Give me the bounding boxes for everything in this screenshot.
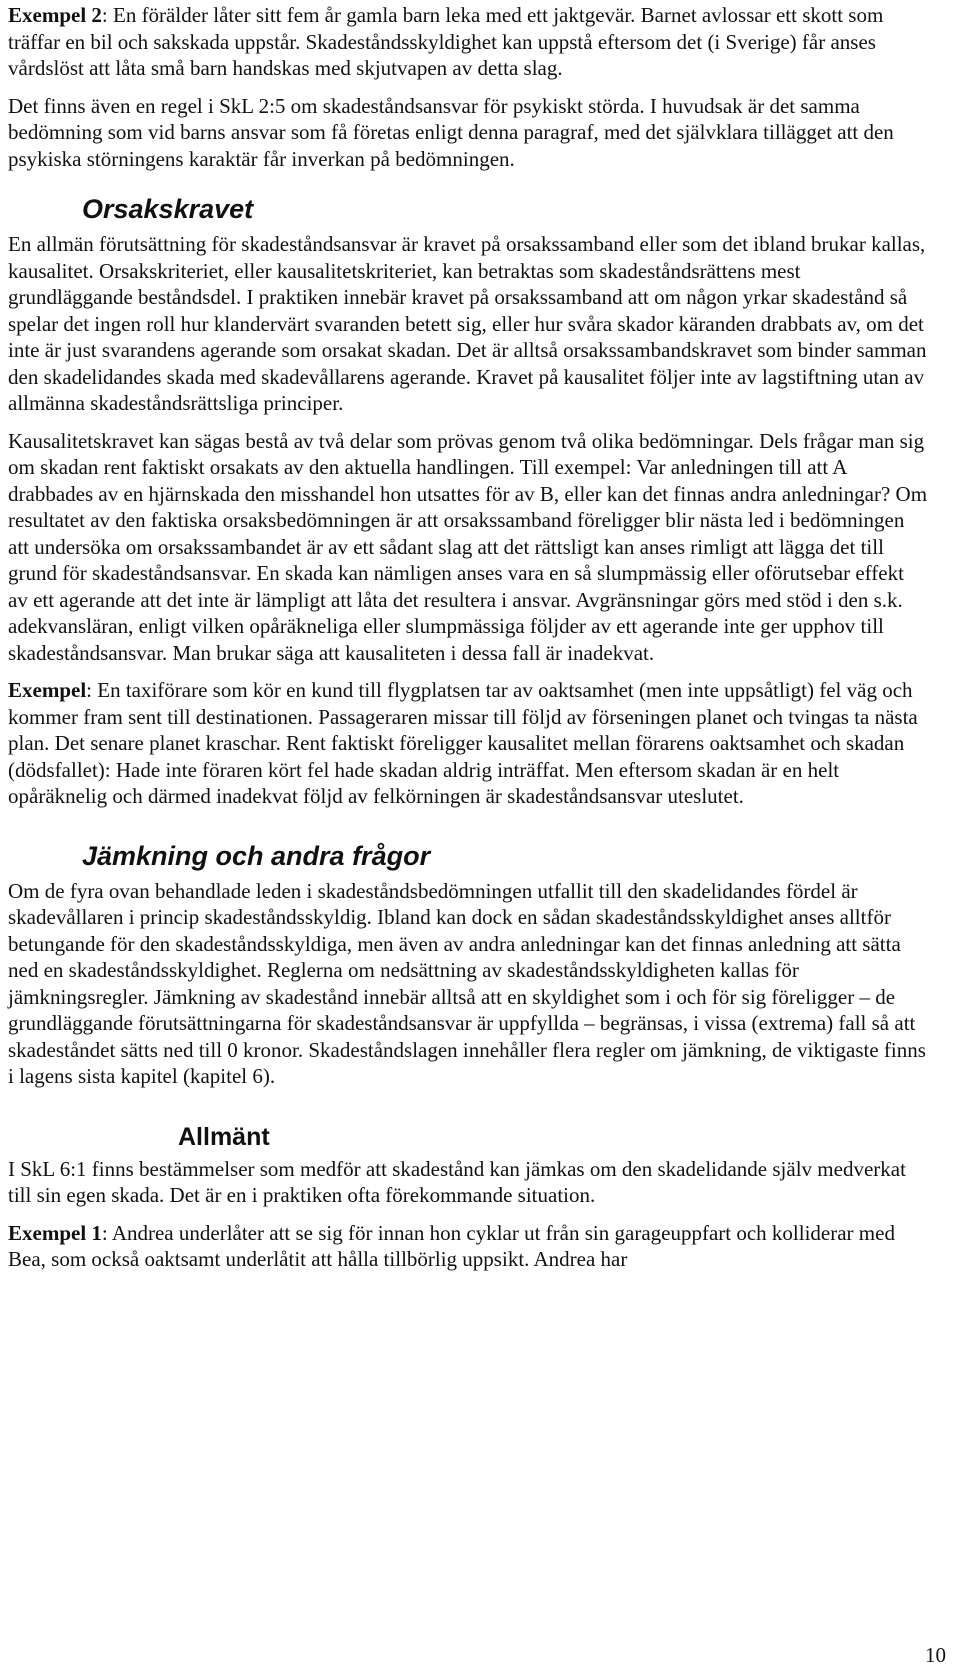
paragraph-orsakssamband: En allmän förutsättning för skadeståndsansvar är kravet på orsakssamband eller som det ibland brukar kallas, kausalitet. Orsakskriteriet, eller kausalitetskriteriet, kan betraktas som skadeståndsrättens mest grundläggande beståndsdel. I praktiken innebär kravet på orsakssamband att om någon yrkar skadestånd så spelar det ingen roll hur klandervärt svaranden betett sig, eller hur svåra skador käranden drabbats av, om det inte är just svarandens agerande som orsakat skadan. Det är alltså orsakssambandskravet som binder samman den skadelidandes skada med skadevållarens agerande. Kravet på kausalitet följer inte av lagstiftning utan av allmänna skadeståndsrättsliga principer. (8, 232, 927, 415)
paragraph-psykiskt-storda: Det finns även en regel i SkL 2:5 om skadeståndsansvar för psykiskt störda. I huvudsak är det samma bedömning som vid barns ansvar som få företas enligt denna paragraf, med det självklara tillägget att den psykiska störningens karaktär får inverkan på bedömningen. (8, 93, 894, 171)
example-label: Exempel 2 (8, 3, 102, 27)
paragraph-text: : Andrea underlåter att se sig för innan hon cyklar ut från sin garageuppfart och kolliderar med Bea, som också oaktsamt underlåtit att hålla tillbörlig uppsikt. Andrea har (8, 1220, 895, 1271)
paragraph-text: : En taxiförare som kör en kund till flygplatsen tar av oaktsamhet (men inte uppsåtligt) fel väg och kommer fram sent till destinationen. Passageraren missar till följd av förseningen planet och tvingas ta nästa plan. Det senare planet kraschar. Rent faktiskt föreligger kausalitet mellan förarens oaktsamhet och skadan (dödsfallet): Hade inte föraren kört fel hade skadan aldrig inträffat. Men eftersom skadan är en helt opåräknelig och därmed inadekvat följd av felkörningen är skadeståndsansvar uteslutet. (8, 678, 918, 808)
heading-allmant: Allmänt (178, 1122, 270, 1151)
paragraph-kausalitetskravet: Kausalitetskravet kan sägas bestå av två delar som prövas genom två olika bedömningar. Dels frågar man sig om skadan rent faktiskt orsakats av den aktuella handlingen. Till exempel: Var anledningen till att A drabbades av en hjärnskada den misshandel hon utsattes för av B, eller kan det finnas andra anledningar? Om resultatet av den faktiska orsaksbedömningen är att orsakssamband föreligger blir nästa led i bedömningen att undersöka om orsakssambandet är av ett sådant slag att det rättsligt kan anses rimligt att lägga det till grund för skadeståndsansvar. En skada kan nämligen anses vara en så slumpmässig eller oförutsebar effekt av ett agerande att det inte är lämpligt att låta det resultera i ansvar. Avgränsningar görs med stöd i den s.k. adekvansläran, enligt vilken opåräkneliga eller slumpmässiga följder av ett agerande inte ger upphov till skadeståndsansvar. Man brukar säga att kausaliteten i dessa fall är inadekvat. (8, 428, 928, 665)
paragraph-example-2 (8, 2, 928, 82)
example-label: Exempel (8, 678, 87, 702)
heading-orsakskravet: Orsakskravet (82, 194, 254, 224)
heading-jamkning: Jämkning och andra frågor (82, 840, 431, 871)
paragraph-example-1 (8, 1220, 928, 1273)
page-number: 10 (925, 1643, 946, 1667)
paragraph-jamkning: Om de fyra ovan behandlade leden i skadeståndsbedömningen utfallit till den skadelidandes fördel är skadevållaren i princip skadeståndsskyldig. Ibland kan dock en sådan skadeståndsskyldighet anses alltför betungande för den skadeståndsskyldiga, men även av andra anledningar kan det finnas anledning att sätta ned en skadeståndsskyldighet. Reglerna om nedsättning av skadeståndsskyldigheten kallas för jämkningsregler. Jämkning av skadestånd innebär alltså att en skyldighet som i och för sig föreligger – de grundläggande förutsättningarna för skadeståndsansvar är uppfyllda – begränsas, i vissa (extrema) fall så att skadeståndet sätts ned till 0 kronor. Skadeståndslagen innehåller flera regler om jämkning, de viktigaste finns i lagens sista kapitel (kapitel 6). (8, 878, 926, 1088)
paragraph-text: : En förälder låter sitt fem år gamla barn leka med ett jaktgevär. Barnet avlossar ett skott som träffar en bil och sakskada uppstår. Skadeståndsskyldighet kan uppstå eftersom det (i Sverige) får anses vårdslöst att låta små barn handskas med skjutvapen av detta slag. (8, 3, 884, 80)
paragraph-skl-6-1: I SkL 6:1 finns bestämmelser som medför att skadestånd kan jämkas om den skadelidande själv medverkat till sin egen skada. Det är en i praktiken ofta förekommande situation. (8, 1156, 906, 1207)
paragraph-example-taxi (8, 677, 928, 810)
example-label: Exempel 1 (8, 1220, 102, 1245)
